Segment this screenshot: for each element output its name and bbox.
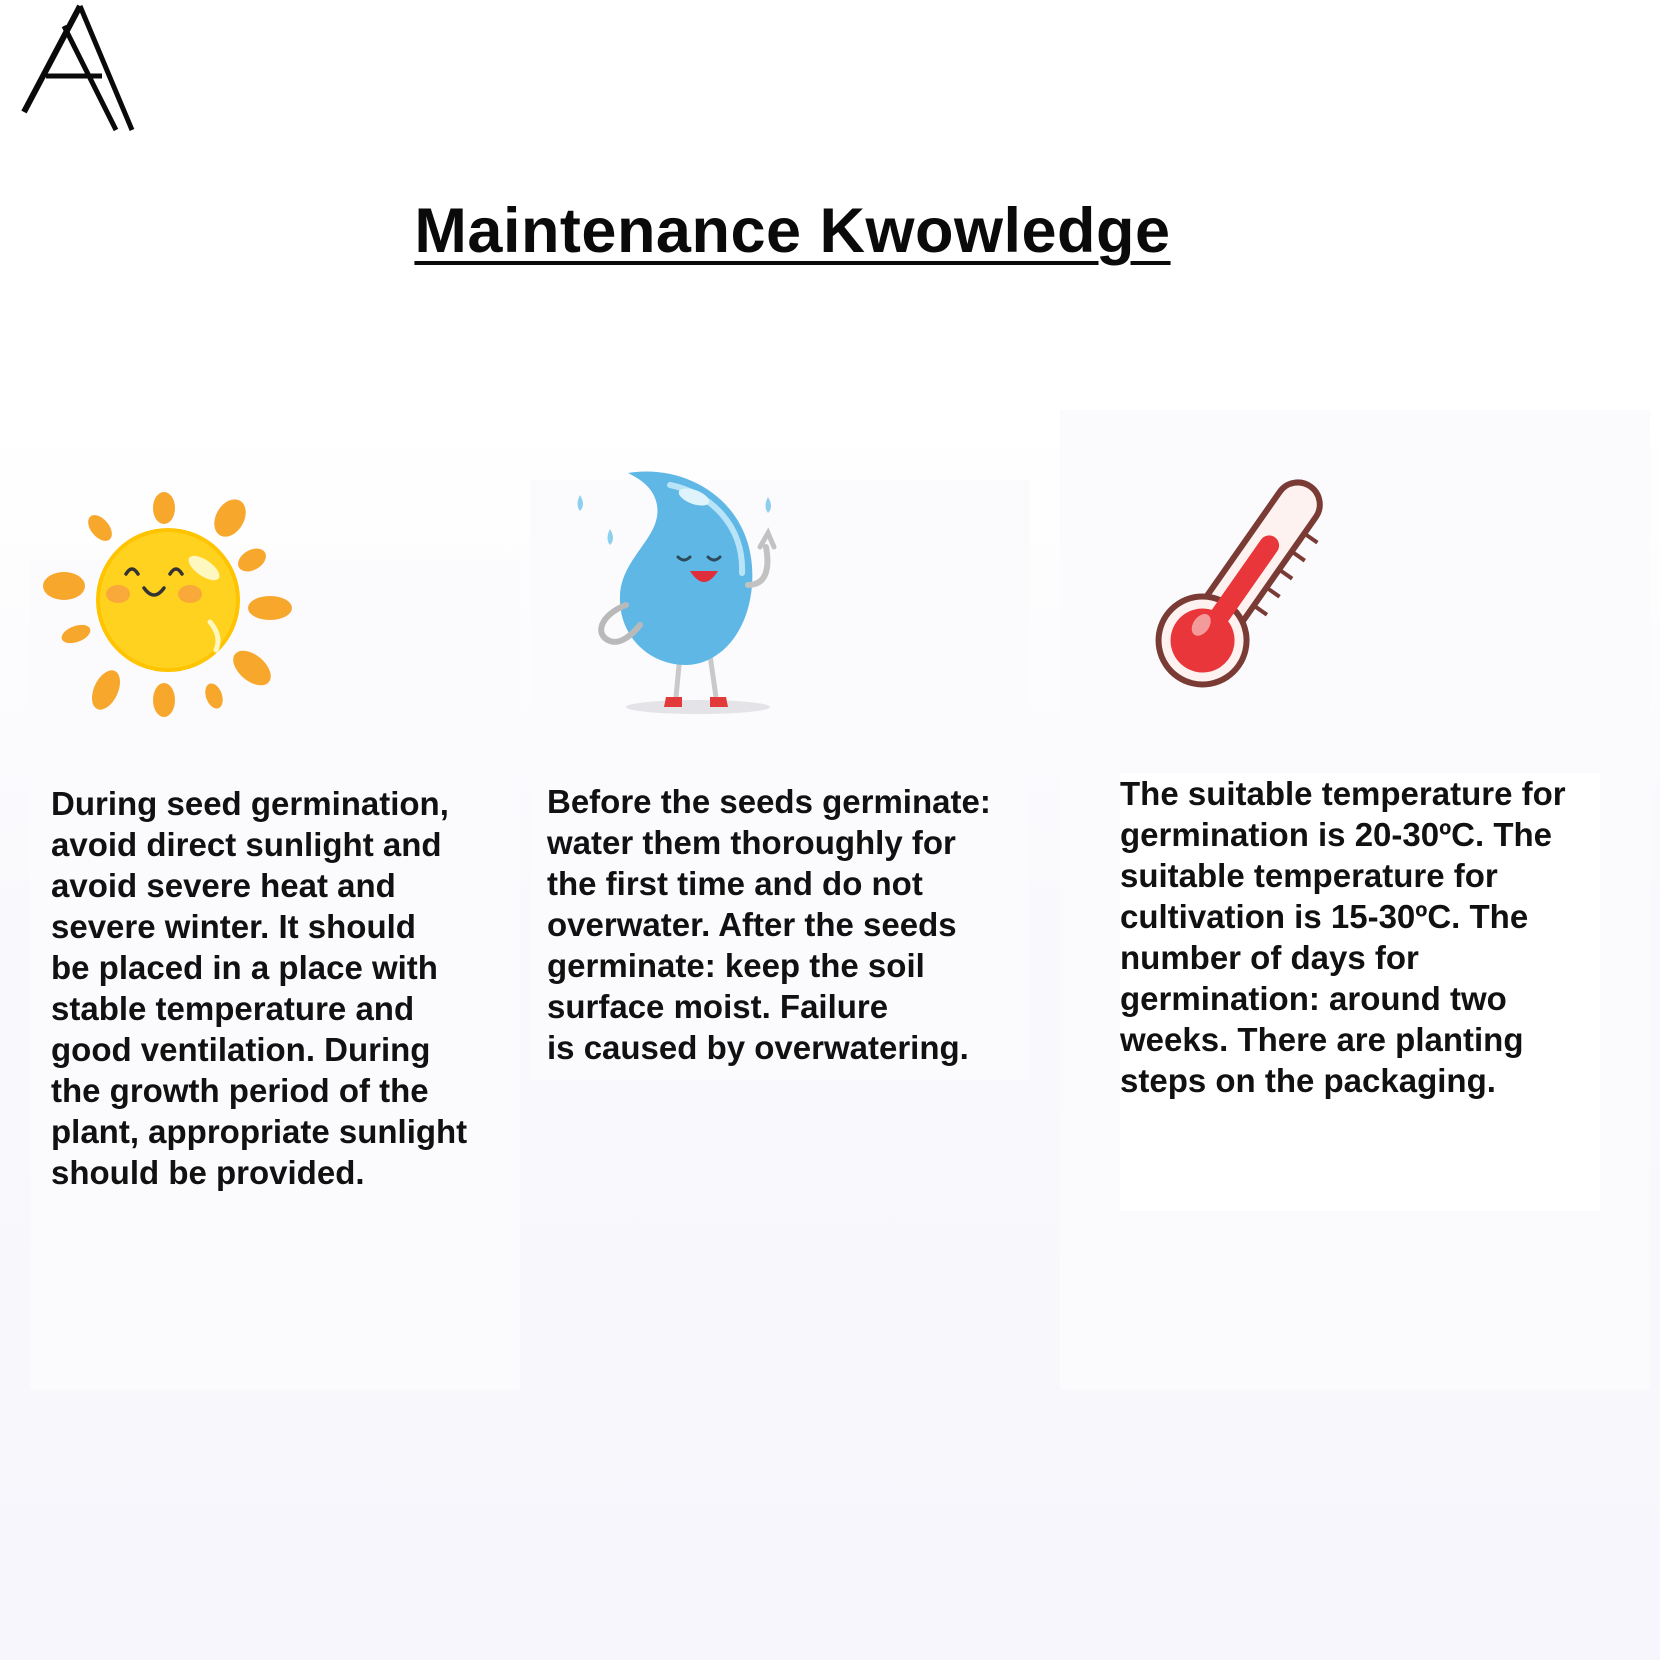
page-title: Maintenance Kwowledge bbox=[414, 196, 1171, 266]
temperature-advice-text: The suitable temperature for germination is 20-30ºC. The suitable temperature for cultivation is 15-30ºC. The number of days for germination: around two weeks. There are planting steps on the packaging. bbox=[1120, 773, 1600, 1211]
sun-icon bbox=[40, 490, 300, 720]
brand-logo-icon bbox=[20, 4, 140, 132]
thermometer-icon bbox=[1130, 455, 1350, 705]
watering-advice-text: Before the seeds germinate: water them thoroughly for the first time and do not overwater. After the seeds germinate: keep the soil surface moist. Failure is caused by overwatering. bbox=[547, 783, 991, 1066]
sunlight-advice-text: During seed germination, avoid direct sunlight and avoid severe heat and severe winter. It should be placed in a place with stable temperature and good ventilation. During the growth period of the plant, appropriate sunlight should be provided. bbox=[51, 785, 468, 1191]
water-drop-icon bbox=[570, 465, 810, 720]
